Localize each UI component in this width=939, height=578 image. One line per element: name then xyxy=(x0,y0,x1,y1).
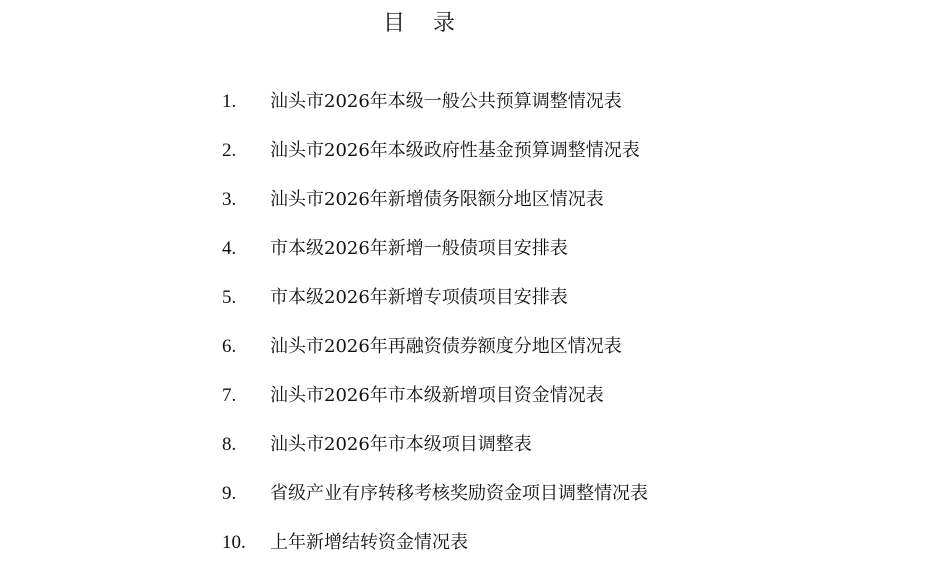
toc-item-text: 汕头市2026年本级政府性基金预算调整情况表 xyxy=(270,140,640,161)
toc-item-9[interactable] xyxy=(222,480,648,529)
toc-item-7[interactable] xyxy=(222,382,648,431)
toc-item-text: 省级产业有序转移考核奖励资金项目调整情况表 xyxy=(270,483,648,504)
toc-item-text: 汕头市2026年本级一般公共预算调整情况表 xyxy=(270,91,622,112)
toc-item-4[interactable] xyxy=(222,235,648,284)
table-of-contents xyxy=(222,88,648,578)
toc-item-2[interactable] xyxy=(222,137,648,186)
toc-item-8[interactable] xyxy=(222,431,648,480)
toc-item-10[interactable] xyxy=(222,529,648,578)
page-title: 目录 xyxy=(382,11,483,36)
toc-item-text: 汕头市2026年新增债务限额分地区情况表 xyxy=(270,189,604,210)
toc-item-number: 2. xyxy=(222,140,237,161)
toc-item-number: 3. xyxy=(222,189,237,210)
toc-item-number: 6. xyxy=(222,336,237,357)
toc-item-text: 汕头市2026年再融资债券额度分地区情况表 xyxy=(270,336,622,357)
toc-item-6[interactable] xyxy=(222,333,648,382)
toc-item-text: 市本级2026年新增一般债项目安排表 xyxy=(270,238,568,259)
toc-item-text: 汕头市2026年市本级项目调整表 xyxy=(270,434,532,455)
toc-item-number: 10. xyxy=(222,532,246,553)
toc-item-number: 9. xyxy=(222,483,237,504)
toc-item-text: 市本级2026年新增专项债项目安排表 xyxy=(270,287,568,308)
toc-item-number: 5. xyxy=(222,287,237,308)
toc-item-5[interactable] xyxy=(222,284,648,333)
toc-item-1[interactable] xyxy=(222,88,648,137)
toc-item-number: 7. xyxy=(222,385,237,406)
toc-item-number: 8. xyxy=(222,434,237,455)
toc-item-number: 4. xyxy=(222,238,237,259)
toc-item-3[interactable] xyxy=(222,186,648,235)
toc-item-number: 1. xyxy=(222,91,237,112)
toc-item-text: 上年新增结转资金情况表 xyxy=(270,532,468,553)
toc-item-text: 汕头市2026年市本级新增项目资金情况表 xyxy=(270,385,604,406)
